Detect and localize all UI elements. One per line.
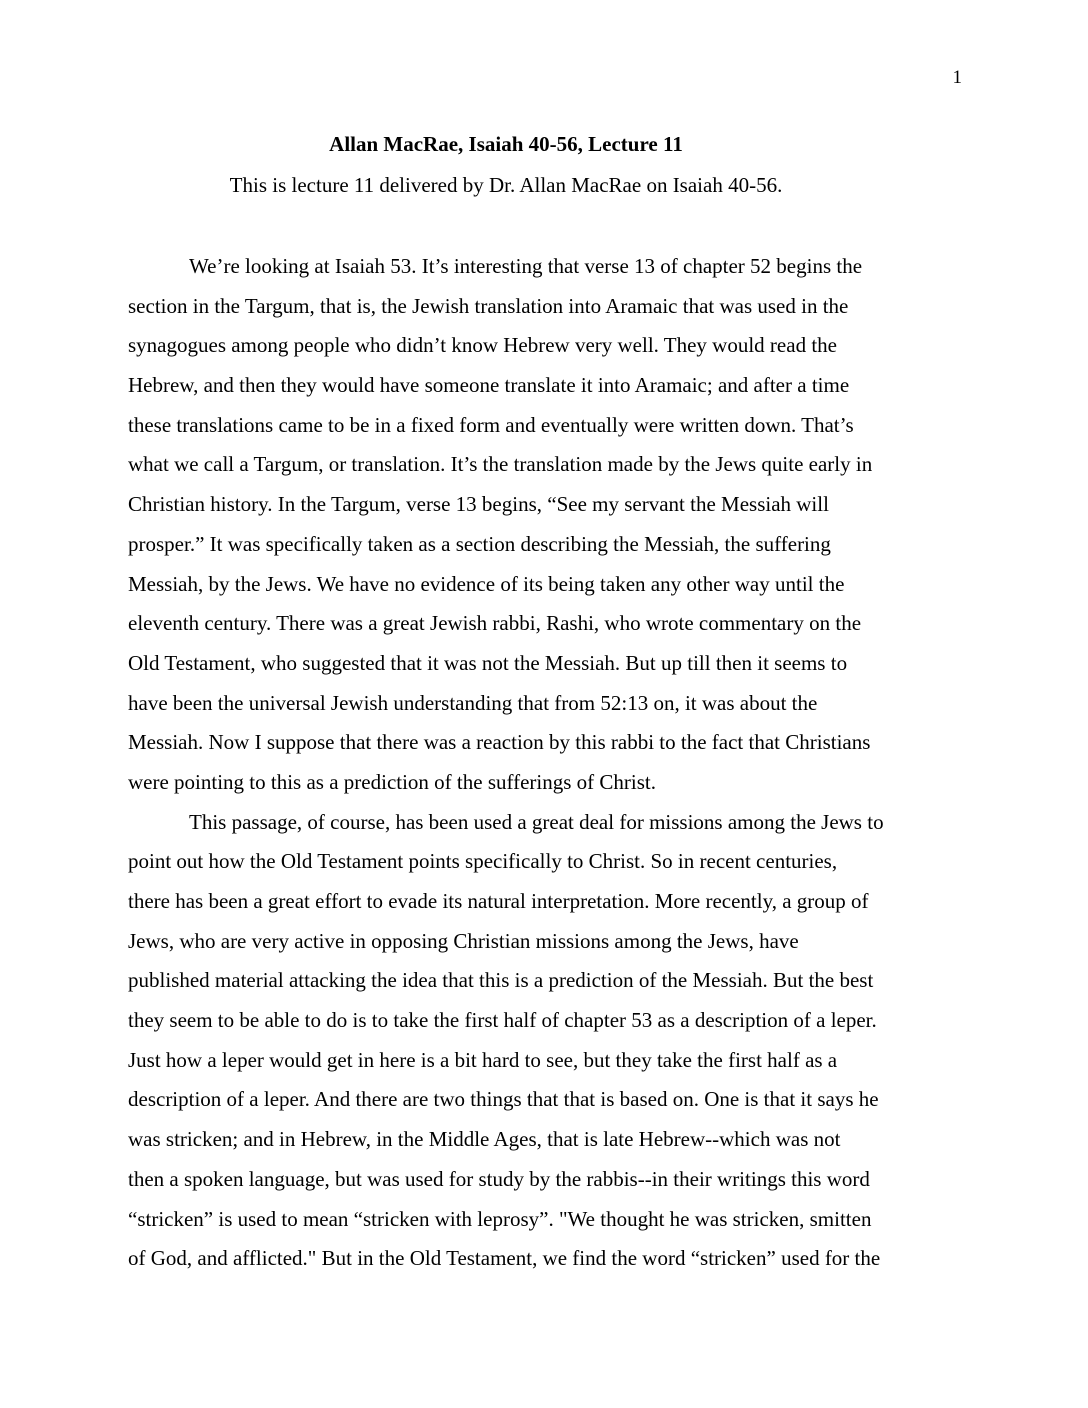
paragraph-line: description of a leper. And there are two things that that is based on. One is that it says he [128,1087,879,1112]
paragraph-line: This passage, of course, has been used a great deal for missions among the Jews to [189,809,884,834]
paragraph-line: they seem to be able to do is to take the first half of chapter 53 as a description of a leper. [128,1008,877,1033]
paragraph-line: there has been a great effort to evade its natural interpretation. More recently, a group of [128,889,869,913]
paragraph-line: “stricken” is used to mean “stricken with leprosy”. "We thought he was stricken, smitten [128,1206,872,1231]
page-number: 1 [952,67,962,88]
paragraph-line: were pointing to this as a prediction of the sufferings of Christ. [128,769,657,794]
paragraph-line: then a spoken language, but was used for study by the rabbis--in their writings this word [128,1166,870,1191]
paragraph-line: synagogues among people who didn’t know Hebrew very well. They would read the [128,333,837,358]
paragraph-1 [128,250,962,806]
paragraph-line: Messiah. Now I suppose that there was a reaction by this rabbi to the fact that Christians [128,730,871,755]
paragraph-2 [128,806,962,1282]
paragraph-line: have been the universal Jewish understanding that from 52:13 on, it was about the [128,690,818,715]
paragraph-line: these translations came to be in a fixed form and eventually were written down. That’s [128,412,854,437]
paragraph-line: of God, and afflicted." But in the Old Testament, we find the word “stricken” used for the [128,1246,881,1271]
paragraph-line: point out how the Old Testament points specifically to Christ. So in recent centuries, [128,849,838,874]
paragraph-line: Hebrew, and then they would have someone translate it into Aramaic; and after a time [128,373,850,398]
paragraph-line: section in the Targum, that is, the Jewish translation into Aramaic that was used in the [128,293,849,318]
paragraph-line: We’re looking at Isaiah 53. It’s interesting that verse 13 of chapter 52 begins the [189,254,863,278]
document-title: Allan MacRae, Isaiah 40-56, Lecture 11 [329,132,683,156]
paragraph-line: Just how a leper would get in here is a bit hard to see, but they take the first half as a [128,1047,838,1072]
paragraph-line: Christian history. In the Targum, verse 13 begins, “See my servant the Messiah will [128,492,829,517]
paragraph-line: Jews, who are very active in opposing Christian missions among the Jews, have [128,928,799,953]
paragraph-line: Old Testament, who suggested that it was not the Messiah. But up till then it seems to [128,650,848,675]
document-body [128,250,962,1282]
paragraph-line: prosper.” It was specifically taken as a section describing the Messiah, the suffering [128,531,831,556]
paragraph-line: was stricken; and in Hebrew, in the Middle Ages, that is late Hebrew--which was not [128,1127,841,1152]
paragraph-line: published material attacking the idea that this is a prediction of the Messiah. But the best [128,968,874,993]
document-subtitle: This is lecture 11 delivered by Dr. Allan MacRae on Isaiah 40-56. [229,173,783,197]
paragraph-line: what we call a Targum, or translation. It’s the translation made by the Jews quite early in [128,452,873,477]
paragraph-line: Messiah, by the Jews. We have no evidence of its being taken any other way until the [128,571,845,596]
paragraph-line: eleventh century. There was a great Jewish rabbi, Rashi, who wrote commentary on the [128,611,862,636]
